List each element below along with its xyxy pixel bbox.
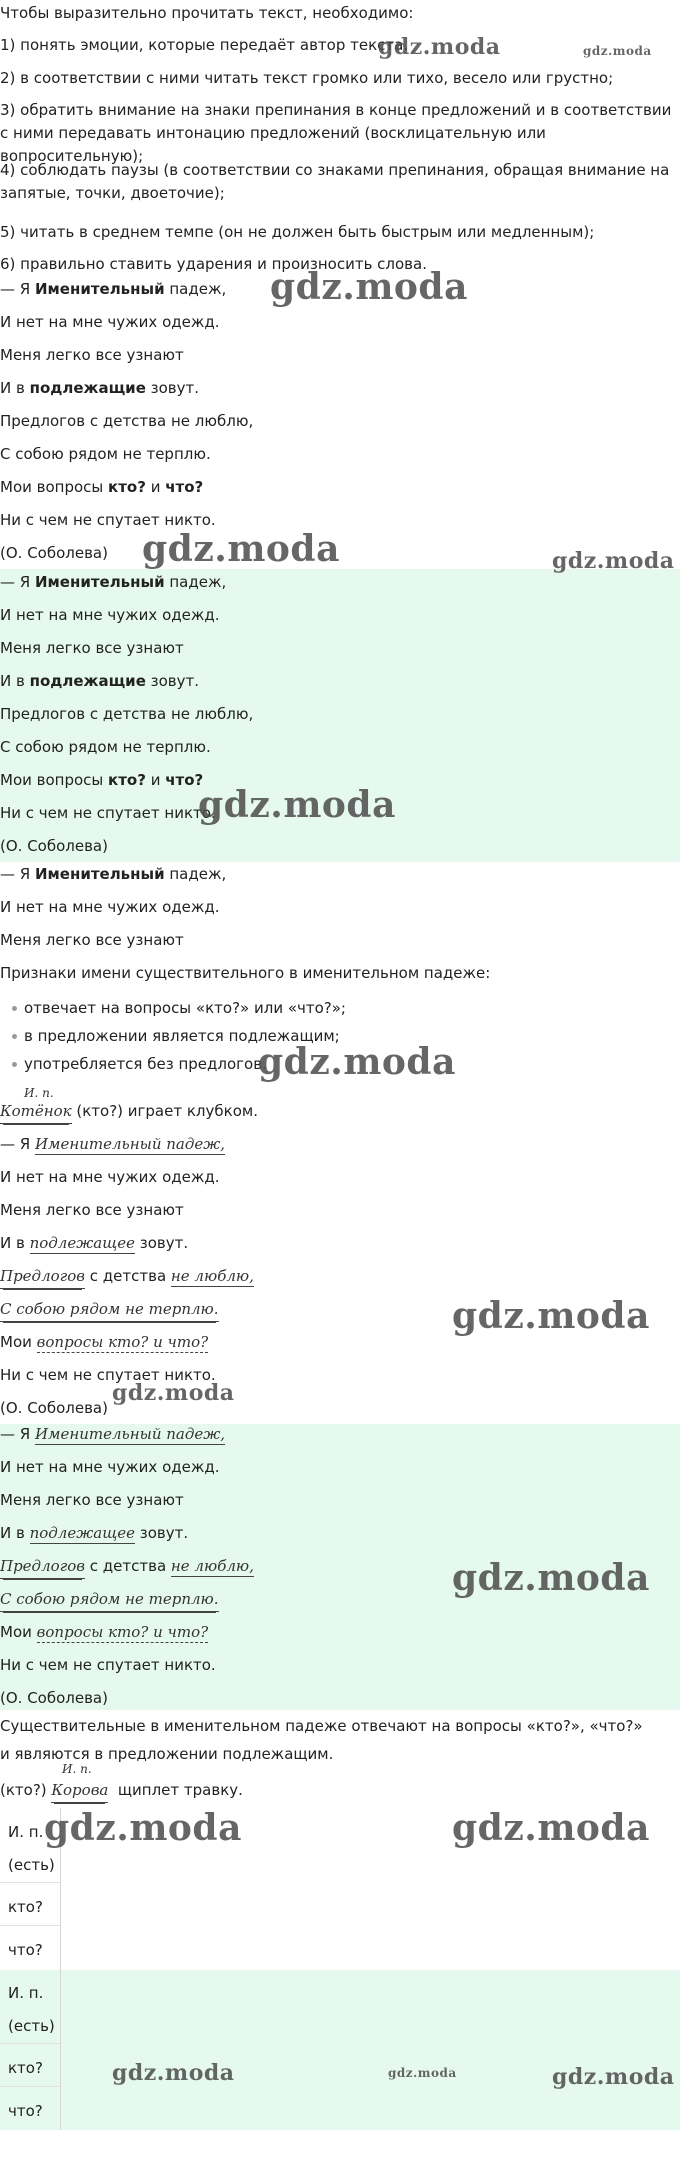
poem2-author: (О. Соболева) (0, 837, 108, 855)
poem2-line-5: Предлогов с детства не люблю, (0, 705, 254, 723)
poem5-line-2: И нет на мне чужих одежд. (0, 1458, 220, 1476)
watermark: gdz.moda (583, 44, 652, 58)
poem5-line-1: — Я Именительный падеж, (0, 1425, 226, 1443)
poem1-author: (О. Соболева) (0, 544, 108, 562)
poem4-line-1: — Я Именительный падеж, (0, 1135, 226, 1153)
poem4-line-3: Меня легко все узнают (0, 1201, 184, 1219)
poem4-line-7: Мои вопросы кто? и что? (0, 1333, 209, 1351)
features-item-3: употребляется без предлогов. (24, 1055, 267, 1073)
table1-cell-kto: кто? (8, 1898, 43, 1916)
features-item-2: в предложении является подлежащим; (24, 1027, 340, 1045)
poem1-line-3: Меня легко все узнают (0, 346, 184, 364)
watermark: gdz.moda (44, 1807, 242, 1849)
poem5-line-6: С собою рядом не терплю. (0, 1589, 219, 1609)
watermark: gdz.moda (112, 2060, 235, 2086)
bullet-icon (12, 1062, 17, 1067)
poem3-line-3: Меня легко все узнают (0, 931, 184, 949)
poem5-line-3: Меня легко все узнают (0, 1491, 184, 1509)
intro-item-2: 2) в соответствии с ними читать текст громко или тихо, весело или грустно; (0, 69, 614, 87)
example2-subject: Корова (51, 1781, 108, 1803)
table1-row-divider (0, 1925, 60, 1926)
watermark: gdz.moda (452, 1807, 650, 1849)
watermark: gdz.moda (258, 1041, 456, 1083)
poem2-line-3: Меня легко все узнают (0, 639, 184, 657)
poem5-line-4: И в подлежащее зовут. (0, 1524, 189, 1542)
poem4-author: (О. Соболева) (0, 1399, 108, 1417)
features-title: Признаки имени существительного в именительном падеже: (0, 964, 491, 982)
features-item-1: отвечает на вопросы «кто?» или «что?»; (24, 999, 346, 1017)
poem2-line-6: С собою рядом не терплю. (0, 738, 211, 756)
poem5-line-5: Предлогов с детства не люблю, (0, 1556, 254, 1576)
intro-item-3: 3) обратить внимание на знаки препинания в конце предложений и в соответствии с ними передавать интонацию предложений (восклицательную или вопросительную); (0, 101, 672, 165)
poem1-line-8: Ни с чем не спутает никто. (0, 511, 216, 529)
intro-item-5: 5) читать в среднем темпе (он не должен быть быстрым или медленным); (0, 223, 595, 241)
table1-cell-est: (есть) (8, 1856, 55, 1874)
poem5-line-7: Мои вопросы кто? и что? (0, 1623, 209, 1641)
table1-cell-case: И. п. (8, 1823, 44, 1841)
table2-row-divider (0, 2043, 60, 2044)
poem4-line-4: И в подлежащее зовут. (0, 1234, 189, 1252)
poem2-line-1: — Я Именительный падеж, (0, 573, 227, 591)
bullet-icon (12, 1006, 17, 1011)
watermark: gdz.moda (552, 548, 675, 574)
poem4-line-8: Ни с чем не спутает никто. (0, 1366, 216, 1384)
watermark: gdz.moda (378, 34, 501, 60)
example1-subject: Котёнок (0, 1102, 72, 1124)
poem1-line-2: И нет на мне чужих одежд. (0, 313, 220, 331)
watermark: gdz.moda (388, 2066, 457, 2080)
watermark: gdz.moda (452, 1295, 650, 1337)
watermark: gdz.moda (198, 784, 396, 826)
example2-sentence: (кто?) Корова щиплет травку. (0, 1780, 243, 1800)
example1-sentence: Котёнок (кто?) играет клубком. (0, 1101, 258, 1121)
bullet-icon (12, 1034, 17, 1039)
table2-highlight (0, 1970, 680, 2130)
intro-title: Чтобы выразительно прочитать текст, необходимо: (0, 4, 414, 22)
table1-row-divider (0, 1882, 60, 1883)
watermark: gdz.moda (142, 528, 340, 570)
poem1-line-4: И в подлежащие зовут. (0, 379, 200, 397)
poem1-line-5: Предлогов с детства не люблю, (0, 412, 254, 430)
poem1-line-6: С собою рядом не терплю. (0, 445, 211, 463)
poem2-line-2: И нет на мне чужих одежд. (0, 606, 220, 624)
watermark: gdz.moda (552, 2064, 675, 2090)
table2-cell-est: (есть) (8, 2017, 55, 2035)
table2-cell-case: И. п. (8, 1984, 44, 2002)
poem5-line-8: Ни с чем не спутает никто. (0, 1656, 216, 1674)
intro-item-4: 4) соблюдать паузы (в соответствии со знаками препинания, обращая внимание на запятые, точки, двоеточие); (0, 161, 670, 202)
poem1-line-1: — Я Именительный падеж, (0, 280, 227, 298)
watermark: gdz.moda (112, 1380, 235, 1406)
poem2-line-7: Мои вопросы кто? и что? (0, 771, 204, 789)
poem4-line-6: С собою рядом не терплю. (0, 1299, 219, 1319)
table2-cell-kto: кто? (8, 2059, 43, 2077)
intro-item-6: 6) правильно ставить ударения и произносить слова. (0, 255, 427, 273)
table1-cell-chto: что? (8, 1941, 43, 1959)
table2-divider (60, 1970, 61, 2130)
example1-case-label: И. п. (24, 1086, 54, 1100)
watermark: gdz.moda (270, 266, 468, 308)
poem1-line-7: Мои вопросы кто? и что? (0, 478, 204, 496)
poem4-line-5: Предлогов с детства не люблю, (0, 1266, 254, 1286)
table2-cell-chto: что? (8, 2102, 43, 2120)
table2-row-divider (0, 2086, 60, 2087)
watermark: gdz.moda (452, 1557, 650, 1599)
poem3-line-2: И нет на мне чужих одежд. (0, 898, 220, 916)
poem5-author: (О. Соболева) (0, 1689, 108, 1707)
poem2-line-4: И в подлежащие зовут. (0, 672, 200, 690)
poem2-line-8: Ни с чем не спутает никто. (0, 804, 216, 822)
poem4-line-2: И нет на мне чужих одежд. (0, 1168, 220, 1186)
intro-item-1: 1) понять эмоции, которые передаёт автор текста. (0, 36, 409, 54)
poem3-line-1: — Я Именительный падеж, (0, 865, 227, 883)
example2-case-label: И. п. (62, 1762, 92, 1776)
conclusion-text: Существительные в именительном падеже отвечают на вопросы «кто?», «что?» и являются в предложении подлежащим. (0, 1717, 643, 1763)
